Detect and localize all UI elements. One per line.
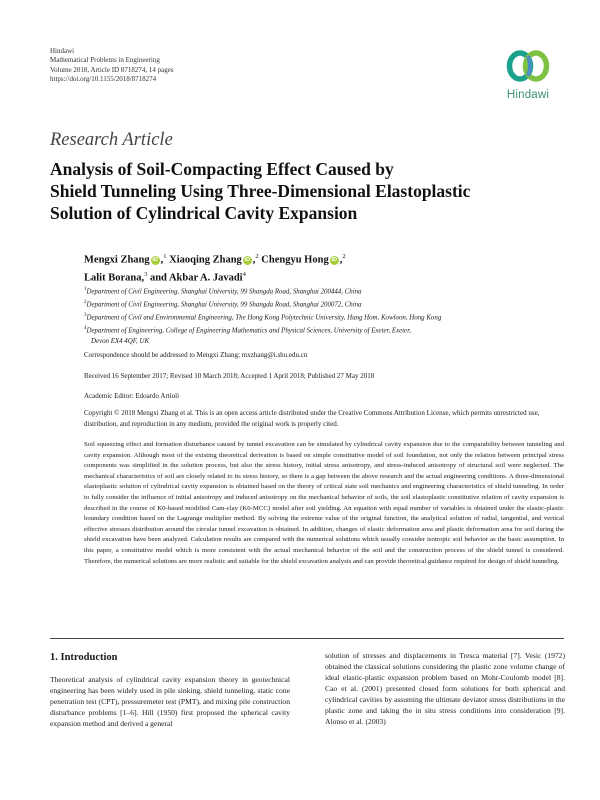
affiliation: $^4$Department of Engineering, College of Engineering Mathematics and Physical Sciences, University of Exeter, Exeter, — [84, 326, 411, 335]
orcid-icon[interactable]: iD — [152, 256, 158, 263]
abstract: Soil squeezing effect and formation disturbance caused by tunnel excavation can be simulated by cylindrical cavity expansion due to the comparability between tunneling and cavity expansion. Although most of the existing theoretical derivation is based on simple constitutive model of soil foundation, not only the relation between principal stress components was simplified in the solution process, but also the stress history, initial stress anisotropy, and stress-induced anisotropy of structural soil were neglected. The mechanical characteristics of soil are closely related to its stress history, so there is a gap between the above research and the actual engineering conditions. A three-dimensional elastoplastic solution of cylindrical cavity expansion is obtained based on the theory of critical state soil mechanics and engineering characteristics of shield tunneling. In order to fully consider the influence of initial anisotropy and induced anisotropy on the mechanical behavior of soils, the soil elastoplastic constitutive relation of cavity expansion is described in the course of K0-based modified Cam-clay (K0-MCC) model after soil yielding. An equation with equal number of variables is obtained under the elastic-plastic boundary condition based on the Lagrange multiplier method. By solving the extreme value of the original function, the analytical solution of radial, tangential, and vertical effective stresses distribution around the circular tunnel excavation is obtained. In addition, changes of elastic deformation area and plastic deformation area for soil during the shield excavation have been analyzed. Calculation results are compared with the numerical solutions which usually consider isotropic soil behavior as the basic assumption. In this paper, a constitutive model which is more consistent with the actual mechanical behavior of the soil and the construction process of the shield tunnel is considered. Therefore, the numerical solutions are more realistic and suitable for the shield excavation analysis and can provide theoretical guidance required for design of shield tunneling. — [84, 441, 564, 565]
author-affil: 4 — [242, 271, 246, 278]
author-name[interactable]: Lalit Borana — [84, 272, 142, 284]
logo-wordmark: Hindawi — [506, 89, 550, 101]
journal-volume: Volume 2018, Article ID 8718274, 14 pages — [50, 65, 174, 74]
author-name[interactable]: Xiaoqing Zhang — [169, 254, 242, 266]
article-title — [50, 158, 530, 224]
affiliation: $^3$Department of Civil and Environmental Engineering, The Hong Kong Polytechnic University, Hung Hom, Kowloon, Hong Kong — [84, 313, 442, 322]
journal-publisher: Hindawi — [50, 47, 75, 55]
intro-column-left: Theoretical analysis of cylindrical cavity expansion theory in geotechnical engineering has been widely used in pile sinking, shield tunneling, static cone penetration test (CPT), pressuremeter test (PMT), and mixing pile construction disturbance problems [1–6]. Hill (1950) first proposed the spherical cavity expansion method and derived a general — [50, 675, 290, 729]
academic-editor: Academic Editor: Edoardo Artioli — [84, 392, 180, 400]
article-dates: Received 16 September 2017; Revised 10 March 2018; Accepted 1 April 2018; Published 27 May 2018 — [84, 372, 375, 380]
author-list: Mengxi Zhang iD ,$^1$ Xiaoqing Zhang iD ,$^2$ Chengyu Hong iD ,$^2$ Lalit Borana,$^3$ and Akbar A. Javadi$^4$ — [84, 253, 346, 284]
affiliation: $^2$Department of Civil Engineering, Shanghai University, 99 Shangda Road, Shanghai 200072, China — [84, 300, 362, 309]
affiliation: $^1$Department of Civil Engineering, Shanghai University, 99 Shangda Road, Shanghai 200444, China — [84, 287, 362, 296]
author-affil: 2 — [255, 253, 259, 260]
orcid-icon[interactable]: iD — [331, 256, 337, 263]
hindawi-logo-icon — [505, 44, 551, 88]
section-divider — [50, 638, 564, 639]
journal-doi[interactable]: https://doi.org/10.1155/2018/8718274 — [50, 75, 157, 84]
copyright-notice: Copyright © 2018 Mengxi Zhang et al. This is an open access article distributed under the Creative Commons Attribution License, which permits unrestricted use, distribution, and reproduction in any medium, provided the original work is properly cited. — [84, 409, 540, 428]
author-affil: 2 — [342, 253, 346, 260]
affiliation-continued: Devon EX4 4QF, UK — [91, 338, 150, 346]
author-affil: 3 — [144, 271, 148, 278]
section-heading: 1. Introduction — [50, 652, 118, 663]
journal-name: Mathematical Problems in Engineering — [50, 56, 160, 65]
article-type: Research Article — [50, 130, 173, 150]
journal-meta — [50, 47, 174, 85]
title-line: Analysis of Soil-Compacting Effect Caused by — [50, 159, 394, 179]
author-affil: 1 — [163, 253, 167, 260]
intro-column-right: solution of stresses and displacements in Tresca material [7]. Vesic (1972) obtained the classical solutions considering the plastic zone volume change of ideal elastic-plastic expansion problem based on Mohr-Coulomb model [8]. Cao et al. (2001) presented closed form solutions for both spherical and cylindrical cavities by assuming the ultimate deviator stress distributions in the plastic zone and taking the in situ stress conditions into consideration [9]. Alonso et al. (2003) — [325, 651, 566, 727]
title-line: Shield Tunneling Using Three-Dimensional Elastoplastic — [50, 181, 471, 201]
author-name[interactable]: Mengxi Zhang — [84, 254, 150, 266]
affiliations — [84, 285, 564, 348]
author-name[interactable]: Chengyu Hong — [261, 254, 329, 266]
title-line: Solution of Cylindrical Cavity Expansion — [50, 203, 358, 223]
orcid-icon[interactable]: iD — [244, 256, 251, 263]
author-name[interactable]: Akbar A. Javadi — [168, 272, 243, 284]
publisher-logo[interactable] — [493, 44, 563, 106]
correspondence: Correspondence should be addressed to Mengxi Zhang; mxzhang@i.shu.edu.cn — [84, 351, 308, 359]
